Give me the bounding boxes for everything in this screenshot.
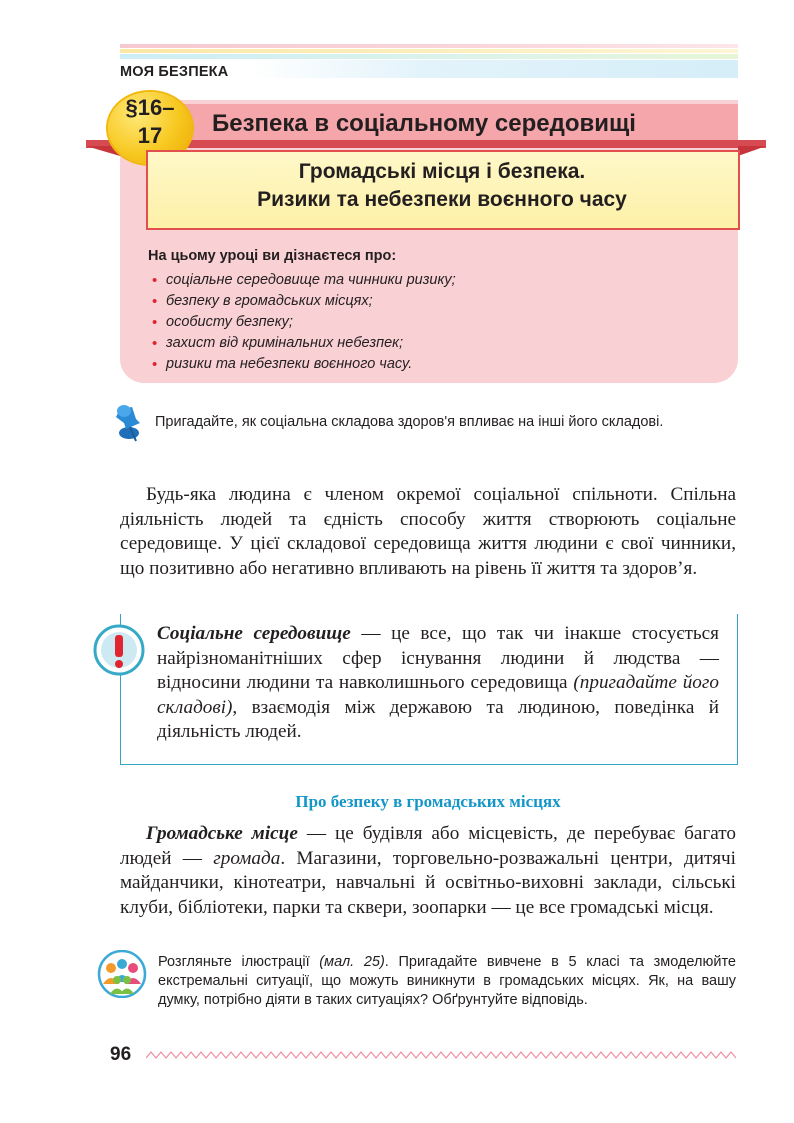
group-icon <box>95 950 149 998</box>
top-stripe-yellow <box>120 49 738 53</box>
lesson-title: Безпека в соціальному середовищі <box>212 110 636 137</box>
learn-list <box>150 270 456 375</box>
paragraph-2: Громадське місце — це будівля або місцевість, де перебуває багато людей — громада. Магазини, торговельно-розважальні центри, дитячі майданчики, кінотеатри, навчальні й освітньо-виховні заклади, сільські клуби, бібліотеки, парки та сквери, зоопарки — це все громадські місця. <box>120 823 736 918</box>
learn-heading: На цьому уроці ви дізнаєтеся про: <box>148 248 397 264</box>
paragraph-badge-label: §16– 17 <box>125 95 175 148</box>
title-fold-right <box>738 146 766 156</box>
list-item: • безпеку в громадських місцях; <box>152 293 373 310</box>
exclamation-icon <box>93 624 145 676</box>
recall-text: Пригадайте, як соціальна складова здоров'я впливає на інші його складові. <box>155 414 664 430</box>
section-label: МОЯ БЕЗПЕКА <box>120 64 229 80</box>
activity-text: Розгляньте ілюстрації (мал. 25). Пригадайте вивчене в 5 класі та змоделюйте екстремальні ситуації, що можуть виникнути в громадських місцях. Як, на вашу думку, потрібно діяти в таких ситуаціях? Обґрунтуйте відповідь. <box>158 954 736 1008</box>
footer-zigzag-rule <box>146 1050 736 1060</box>
list-item: • соціальне середовище та чинники ризику; <box>152 272 456 289</box>
page-number: 96 <box>110 1044 132 1065</box>
top-stripe-pink <box>120 44 738 48</box>
section-subheading: Про безпеку в громадських місцях <box>295 792 561 811</box>
list-item: • ризики та небезпеки воєнного часу. <box>152 356 413 373</box>
definition-text: Соціальне середовище — це все, що так чи інакше стосується найрізноманітніших сфер існування людини й людства — відносини людини та навколишнього середовища (пригадайте його складові), взаємодія між державою та людиною, поведінка й діяльність людей. <box>157 623 720 743</box>
definition-hint: (пригадайте його складові) <box>157 672 719 718</box>
list-item: • захист від кримінальних небезпек; <box>152 335 404 352</box>
definition-term: Соціальне середовище <box>157 623 351 644</box>
paragraph-1: Будь-яка людина є членом окремої соціальної спільноти. Спільна діяльність людей та єдність способу життя створюють соціальне середовище. У цієї складової середовища життя людини є свої чинники, що позитивно або негативно впливають на рівень її життя та здоров’я. <box>120 484 736 579</box>
list-item: • особисту безпеку; <box>152 314 293 331</box>
top-stripe-fade <box>250 60 738 78</box>
pushpin-icon <box>112 403 146 443</box>
lesson-subtitle: Громадські місця і безпека. Ризики та небезпеки воєнного часу <box>257 160 627 211</box>
top-stripe-blue <box>120 54 738 59</box>
